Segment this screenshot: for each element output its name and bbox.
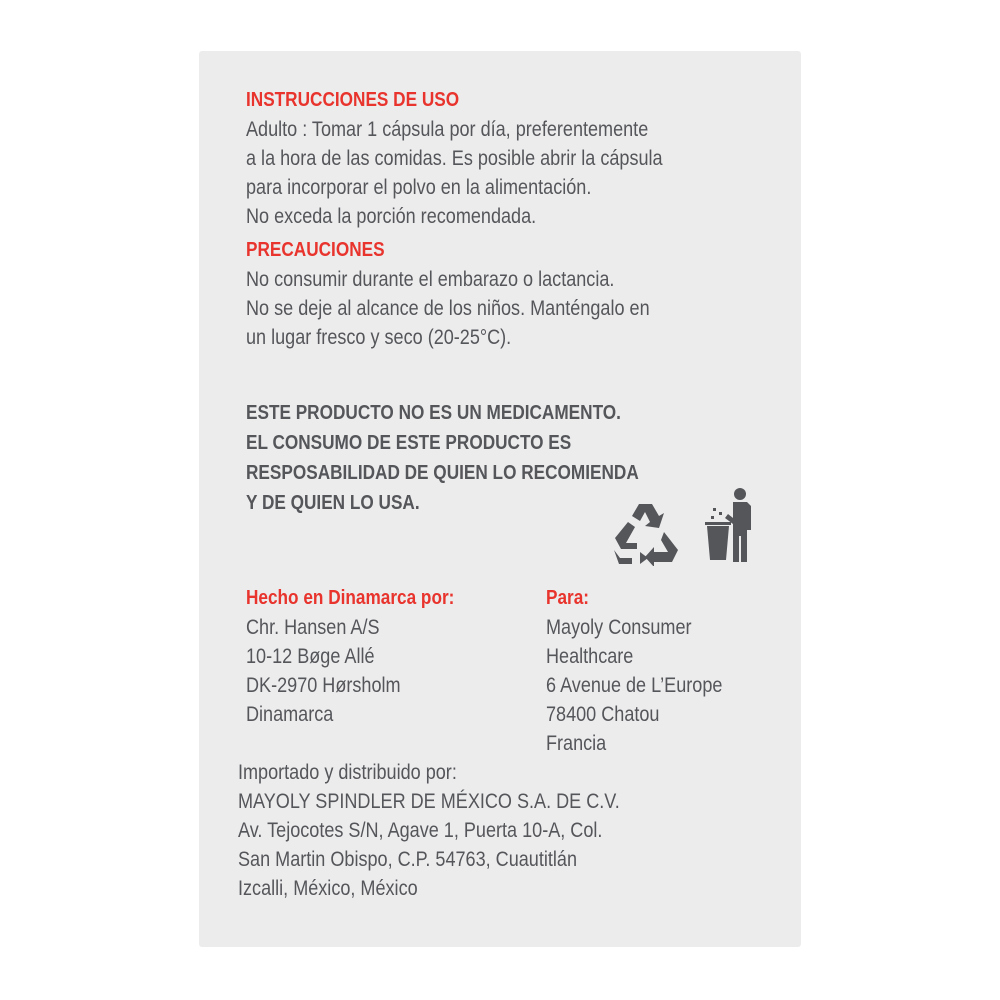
manufacturer-line: Dinamarca [246, 703, 334, 726]
precautions-line: un lugar fresco y seco (20-25°C). [246, 326, 512, 349]
manufacturer-line: 10-12 Bøge Allé [246, 645, 375, 668]
recipient-line: 6 Avenue de L’Europe [546, 674, 723, 697]
manufacturer-line: DK-2970 Hørsholm [246, 674, 401, 697]
precautions-heading: PRECAUCIONES [246, 239, 385, 261]
recipient-line: Mayoly Consumer [546, 616, 692, 639]
instructions-line: a la hora de las comidas. Es posible abrir la cápsula [246, 147, 663, 170]
recipient-heading: Para: [546, 587, 590, 609]
importer-section [238, 758, 620, 903]
recipient-section [546, 584, 722, 758]
importer-line: Av. Tejocotes S/N, Agave 1, Puerta 10-A, Col. [238, 819, 603, 842]
disclaimer-line: ESTE PRODUCTO NO ES UN MEDICAMENTO. [246, 402, 621, 424]
recipient-line: Healthcare [546, 645, 634, 668]
recipient-line: Francia [546, 732, 607, 755]
instructions-section [246, 86, 663, 231]
instructions-heading: INSTRUCCIONES DE USO [246, 89, 460, 111]
manufacturer-line: Chr. Hansen A/S [246, 616, 380, 639]
instructions-line: Adulto : Tomar 1 cápsula por día, preferentemente [246, 118, 649, 141]
disclaimer-line: Y DE QUIEN LO USA. [246, 492, 420, 514]
recipient-line: 78400 Chatou [546, 703, 660, 726]
instructions-line: No exceda la porción recomendada. [246, 205, 537, 228]
importer-line: San Martin Obispo, C.P. 54763, Cuautitlán [238, 848, 578, 871]
disclaimer-line: EL CONSUMO DE ESTE PRODUCTO ES [246, 432, 572, 454]
disclaimer-line: RESPOSABILIDAD DE QUIEN LO RECOMIENDA [246, 462, 639, 484]
recycle-icon [612, 500, 682, 566]
importer-line: MAYOLY SPINDLER DE MÉXICO S.A. DE C.V. [238, 790, 620, 813]
importer-line: Importado y distribuido por: [238, 761, 457, 784]
importer-line: Izcalli, México, México [238, 877, 418, 900]
trash-disposal-icon [695, 486, 759, 564]
manufacturer-heading: Hecho en Dinamarca por: [246, 587, 455, 609]
disclaimer-section [246, 398, 639, 518]
precautions-section [246, 236, 650, 352]
instructions-line: para incorporar el polvo en la alimentación. [246, 176, 592, 199]
precautions-line: No se deje al alcance de los niños. Manténgalo en [246, 297, 650, 320]
precautions-line: No consumir durante el embarazo o lactancia. [246, 268, 615, 291]
manufacturer-section [246, 584, 454, 729]
